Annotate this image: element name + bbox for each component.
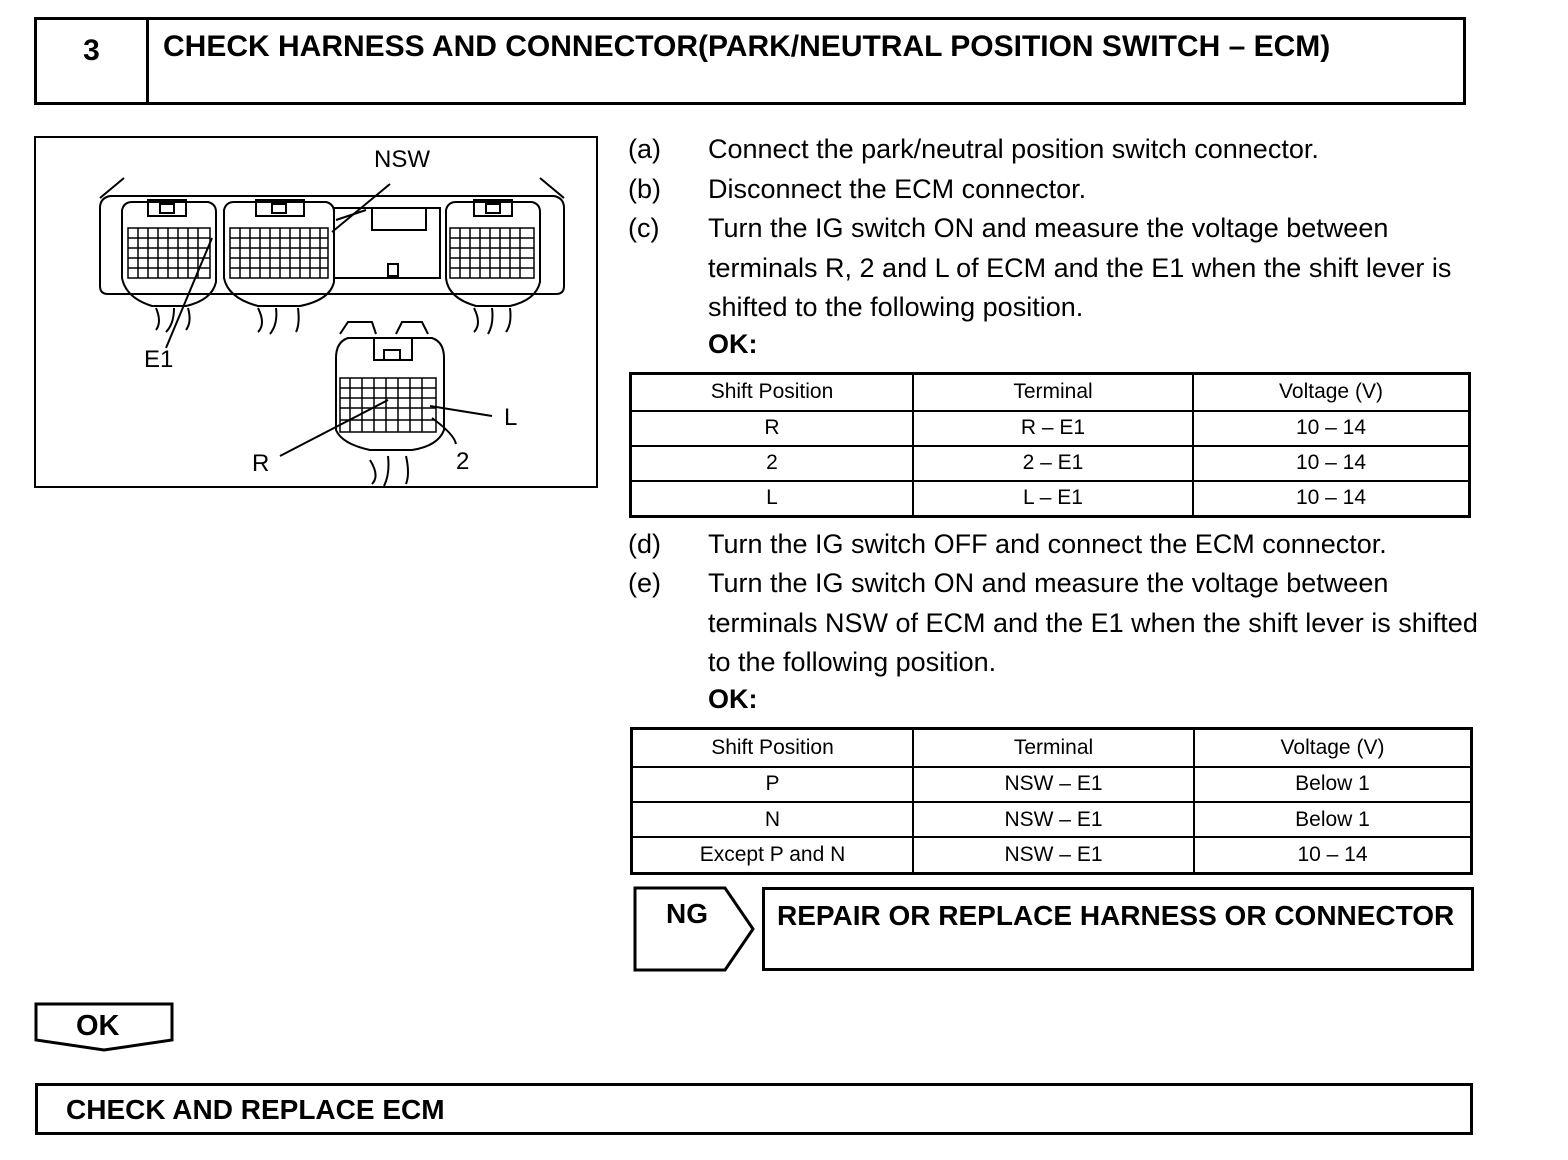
table-row (631, 411, 1470, 446)
step-header (34, 17, 1466, 105)
table-header: Voltage (V) (1194, 729, 1472, 767)
table-row (631, 446, 1470, 481)
step-letter: (d) (628, 529, 661, 559)
ng-action-text: REPAIR OR REPLACE HARNESS OR CONNECTOR (777, 900, 1455, 931)
step-text: Turn the IG switch OFF and connect the ECM connector. (708, 529, 1387, 559)
table-header-row (631, 374, 1470, 411)
table-header: Shift Position (631, 374, 914, 411)
label-r: R (252, 450, 270, 477)
pin-grid-drawing (36, 138, 600, 490)
table-cell: Below 1 (1194, 767, 1472, 802)
table-cell: 10 – 14 (1193, 481, 1470, 517)
table-cell: NSW – E1 (913, 837, 1194, 873)
table-cell: 2 – E1 (913, 446, 1193, 481)
final-step-box (35, 1083, 1473, 1135)
table-cell: R – E1 (913, 411, 1193, 446)
table-cell: 10 – 14 (1193, 411, 1470, 446)
table-cell: NSW – E1 (913, 767, 1194, 802)
table-cell: Below 1 (1194, 802, 1472, 837)
step-d (628, 525, 1488, 565)
label-nsw: NSW (374, 146, 430, 173)
label-2: 2 (456, 448, 470, 475)
ng-action-box (762, 887, 1474, 971)
ok-label: OK (76, 1010, 120, 1042)
step-number: 3 (37, 20, 149, 102)
ok-criteria-label: OK: (708, 329, 758, 359)
table-header: Terminal (913, 729, 1194, 767)
table-cell: L – E1 (913, 481, 1193, 517)
table-cell: 2 (631, 446, 914, 481)
table-header: Voltage (V) (1193, 374, 1470, 411)
label-e1: E1 (144, 346, 174, 373)
voltage-table-2 (630, 727, 1473, 875)
step-c (628, 209, 1488, 329)
step-b (628, 170, 1488, 210)
table-cell: 10 – 14 (1193, 446, 1470, 481)
step-letter: (e) (628, 568, 661, 598)
table-cell: N (632, 802, 914, 837)
step-text: Connect the park/neutral position switch connector. (708, 134, 1319, 164)
table-row (631, 481, 1470, 517)
step-text: Turn the IG switch ON and measure the voltage between terminals NSW of ECM and the E1 when the shift lever is shifted to the following position. (708, 568, 1478, 677)
ng-label: NG (666, 898, 708, 929)
connector-diagram (34, 136, 598, 488)
table-row (632, 837, 1472, 873)
step-a (628, 130, 1488, 170)
step-e (628, 564, 1488, 684)
step-text: Turn the IG switch ON and measure the voltage between terminals R, 2 and L of ECM and the E1 when the shift lever is shifted to the following position. (708, 213, 1452, 322)
step-letter: (b) (628, 174, 661, 204)
voltage-table-1 (629, 372, 1471, 518)
table-cell: Except P and N (632, 837, 914, 873)
table-row (632, 802, 1472, 837)
step-text: Disconnect the ECM connector. (708, 174, 1087, 204)
ok-criteria-label: OK: (708, 684, 758, 714)
table-cell: NSW – E1 (913, 802, 1194, 837)
table-header: Shift Position (632, 729, 914, 767)
final-step-text: CHECK AND REPLACE ECM (66, 1094, 445, 1125)
table-row (632, 767, 1472, 802)
step-letter: (a) (628, 134, 661, 164)
table-cell: R (631, 411, 914, 446)
step-letter: (c) (628, 213, 660, 243)
table-header: Terminal (913, 374, 1193, 411)
step-title: CHECK HARNESS AND CONNECTOR(PARK/NEUTRAL POSITION SWITCH – ECM) (163, 30, 1331, 63)
table-cell: L (631, 481, 914, 517)
table-cell: P (632, 767, 914, 802)
table-header-row (632, 729, 1472, 767)
table-cell: 10 – 14 (1194, 837, 1472, 873)
label-l: L (504, 404, 518, 431)
